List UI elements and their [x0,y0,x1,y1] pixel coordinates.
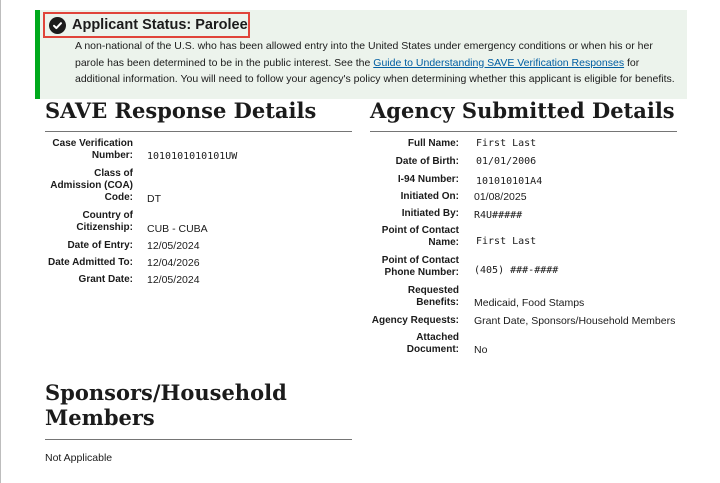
page-left-border [0,0,1,483]
initiated-on-value: 01/08/2025 [474,191,527,203]
attached-document-value: No [474,344,488,356]
poc-phone-label: Point of Contact Phone Number: [381,255,459,278]
coa-code-value: DT [147,193,161,205]
alert-title-box [43,12,250,38]
date-admitted-label: Date Admitted To: [48,257,133,268]
poc-name-value: First Last [476,236,537,247]
sponsors-value: Not Applicable [45,452,113,464]
alert-body-text-end: for additional information. You will need to follow your agency's policy when determining whether this applicant is eligible for benefits. [75,56,675,85]
sponsors-heading: Sponsors/Household Members [45,380,287,430]
alert-title: Applicant Status: Parolee [72,17,248,33]
case-verification-value: 1010101010101UW [147,151,238,162]
poc-name-label: Point of Contact Name: [381,225,459,248]
case-verification-label: Case Verification Number: [52,138,133,161]
agency-requests-label: Agency Requests: [371,315,459,326]
agency-requests-value: Grant Date, Sponsors/Household Members [474,315,676,327]
date-of-entry-label: Date of Entry: [67,240,133,251]
guide-link[interactable]: Guide to Understanding SAVE Verification Responses [373,56,625,69]
save-response-heading: SAVE Response Details [45,98,317,123]
country-label: Country of Citizenship: [76,210,133,233]
full-name-value: First Last [476,138,537,149]
date-of-entry-value: 12/05/2024 [147,240,200,252]
save-response-divider [45,131,352,132]
dob-value: 01/01/2006 [476,156,537,167]
initiated-by-value: R4U##### [474,210,523,221]
poc-phone-value: (405) ###-#### [474,265,559,276]
i94-value: 101010101A4 [476,176,543,187]
initiated-on-label: Initiated On: [400,191,459,202]
attached-document-label: Attached Document: [406,332,459,355]
i94-label: I-94 Number: [397,174,459,185]
alert-body-text: A non-national of the U.S. who has been allowed entry into the United States under emergency conditions or when his or her parole has been determined to be in the public interest. See the [75,40,653,69]
coa-code-label: Class of Admission (COA) Code: [50,168,133,203]
country-value: CUB - CUBA [147,223,208,235]
agency-details-heading: Agency Submitted Details [370,98,675,123]
agency-details-divider [370,131,677,132]
date-admitted-value: 12/04/2026 [147,257,200,269]
initiated-by-label: Initiated By: [401,208,459,219]
full-name-label: Full Name: [407,138,459,149]
grant-date-label: Grant Date: [78,274,133,285]
requested-benefits-label: Requested Benefits: [407,285,459,308]
sponsors-divider [45,439,352,440]
dob-label: Date of Birth: [395,156,459,167]
alert-body [75,38,675,88]
requested-benefits-value: Medicaid, Food Stamps [474,297,585,309]
grant-date-value: 12/05/2024 [147,274,200,286]
check-circle-icon [49,17,66,34]
